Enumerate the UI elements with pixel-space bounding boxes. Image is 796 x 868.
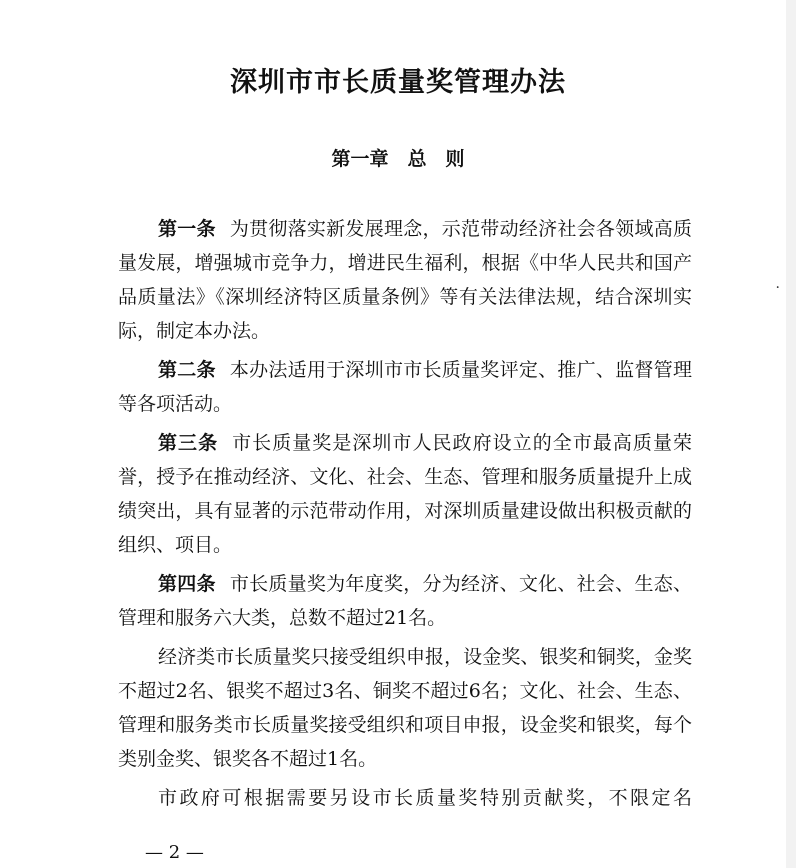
article-text: 市长质量奖是深圳市人民政府设立的全市最高质量荣誉，授予在推动经济、文化、社会、生态、管理和服务质量提升上成绩突出，具有显著的示范带动作用，对深圳质量建设做出积极贡献的组织、项目。 [118, 432, 692, 556]
article-number: 第四条 [158, 573, 216, 595]
page-number: — 2 — [145, 842, 204, 863]
page-edge [786, 0, 796, 868]
paragraph-text: 经济类市长质量奖只接受组织申报，设金奖、银奖和铜奖，金奖不超过2名、银奖不超过3名、铜奖不超过6名；文化、社会、生态、管理和服务类市长质量奖接受组织和项目申报，设金奖和银奖，每个类别金奖、银奖各不超过1名。 [118, 646, 692, 770]
article-paragraph [118, 426, 692, 562]
article-paragraph [118, 212, 692, 348]
paragraph-text: 市政府可根据需要另设市长质量奖特别贡献奖，不限定名 [158, 787, 692, 809]
article-paragraph [118, 353, 692, 421]
body-paragraph [118, 781, 692, 815]
article-number: 第一条 [158, 218, 216, 240]
article-text: 为贯彻落实新发展理念，示范带动经济社会各领域高质量发展，增强城市竞争力，增进民生福利，根据《中华人民共和国产品质量法》《深圳经济特区质量条例》等有关法律法规，结合深圳实际，制定本办法。 [118, 218, 692, 342]
body-paragraph [118, 640, 692, 776]
article-number: 第二条 [158, 359, 216, 381]
article-number: 第三条 [158, 432, 219, 454]
margin-mark: · [775, 280, 780, 296]
article-text: 市长质量奖为年度奖，分为经济、文化、社会、生态、管理和服务六大类，总数不超过21名。 [118, 573, 692, 629]
document-title: 深圳市市长质量奖管理办法 [230, 67, 566, 98]
article-text: 本办法适用于深圳市市长质量奖评定、推广、监督管理等各项活动。 [118, 359, 692, 415]
document-body [118, 212, 692, 820]
article-paragraph [118, 567, 692, 635]
chapter-heading: 第一章 总 则 [331, 148, 465, 170]
